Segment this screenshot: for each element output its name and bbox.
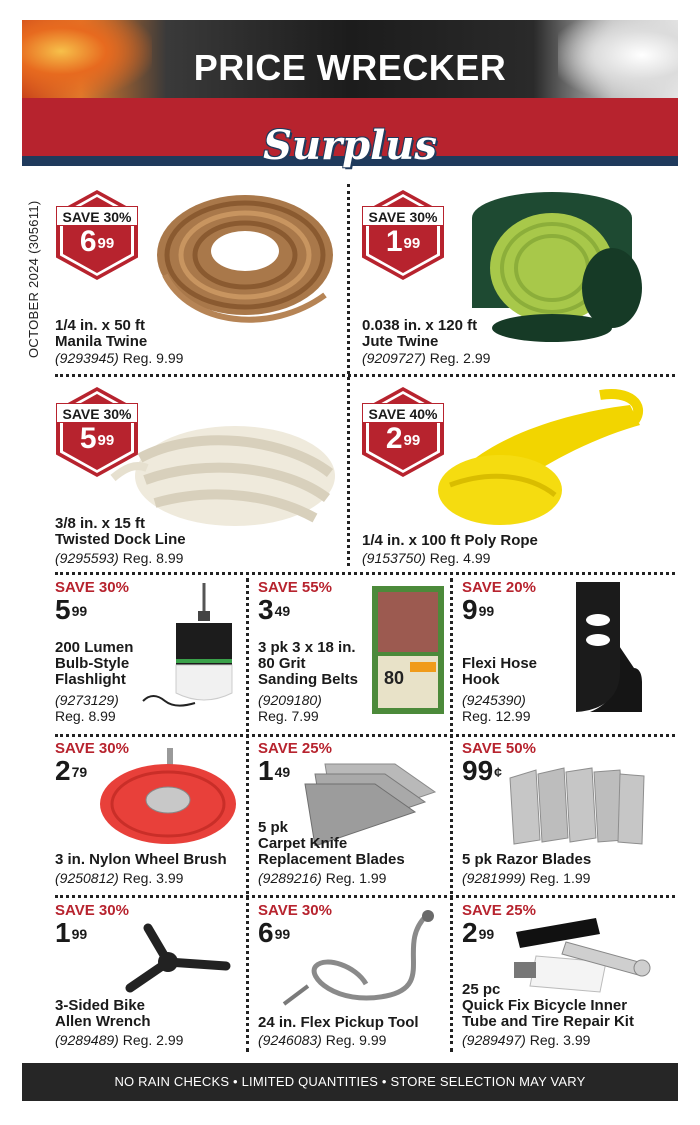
product-name: 25 pc Quick Fix Bicycle Inner Tube and Tire Repair Kit [462, 981, 634, 1030]
sale-price: $5^{99}$ [79, 422, 115, 455]
product-name: 200 Lumen Bulb-Style Flashlight [55, 639, 134, 688]
save-badge: SAVE 30% [56, 206, 138, 226]
save-badge: SAVE 50% [462, 740, 536, 757]
product-meta: (9209180) Reg. 7.99 [258, 692, 322, 724]
sanding-belts-image [372, 586, 444, 714]
side-date-label: OCTOBER 2024 (305611) [26, 200, 41, 358]
divider [450, 578, 453, 1052]
sale-price: $1^{99}$ [55, 917, 88, 948]
banner-title: PRICE WRECKER [193, 47, 507, 88]
save-badge: SAVE 25% [258, 740, 332, 757]
sale-price: 99¢ [462, 755, 502, 786]
save-badge: SAVE 25% [462, 902, 536, 919]
save-badge: SAVE 30% [258, 902, 332, 919]
save-badge: SAVE 30% [55, 740, 129, 757]
flashlight-image [138, 583, 238, 718]
flex-pickup-tool-image [276, 906, 442, 1010]
product-meta: (9289497) Reg. 3.99 [462, 1032, 591, 1048]
product-name: 3-Sided Bike Allen Wrench [55, 997, 151, 1030]
razor-blades-image [500, 764, 650, 848]
poly-rope-image [430, 385, 648, 530]
surplus-title: Surplus [263, 122, 437, 169]
save-badge: SAVE 20% [462, 579, 536, 596]
manila-twine-image [150, 185, 340, 325]
sale-price: $2^{99}$ [385, 422, 421, 455]
save-badge: SAVE 30% [362, 206, 444, 226]
product-meta: (9281999) Reg. 1.99 [462, 870, 591, 886]
sale-price: $6^{99}$ [258, 917, 291, 948]
product-name: 1/4 in. x 100 ft Poly Rope [362, 532, 538, 549]
product-name: Flexi Hose Hook [462, 655, 538, 688]
product-name: 3 pk 3 x 18 in. 80 Grit Sanding Belts [258, 639, 359, 688]
product-name: 0.038 in. x 120 ft Jute Twine [362, 317, 478, 350]
save-badge: SAVE 30% [55, 902, 129, 919]
divider [55, 734, 675, 737]
product-name: 24 in. Flex Pickup Tool [258, 1014, 419, 1031]
product-meta: (9245390) Reg. 12.99 [462, 692, 531, 724]
product-meta: (9250812) Reg. 3.99 [55, 870, 184, 886]
footer-disclaimer: NO RAIN CHECKS • LIMITED QUANTITIES • STORE SELECTION MAY VARY [22, 1063, 678, 1101]
wheel-brush-image [96, 748, 240, 848]
sale-price: $6^{99}$ [79, 225, 115, 258]
product-meta: (9289216) Reg. 1.99 [258, 870, 387, 886]
save-badge: SAVE 30% [56, 403, 138, 423]
sale-price: $2^{99}$ [462, 917, 495, 948]
sale-price: $9^{99}$ [462, 594, 495, 625]
svg-text:80: 80 [384, 668, 405, 688]
product-meta: (9246083) Reg. 9.99 [258, 1032, 387, 1048]
product-meta: (9293945) Reg. 9.99 [55, 350, 184, 366]
allen-wrench-image [118, 922, 238, 1002]
hose-hook-image [552, 582, 647, 720]
sale-price: $5^{99}$ [55, 594, 88, 625]
product-meta: (9295593) Reg. 8.99 [55, 550, 184, 566]
divider [55, 374, 675, 377]
product-meta: (9273129) Reg. 8.99 [55, 692, 119, 724]
save-badge: SAVE 30% [55, 579, 129, 596]
sale-price: $2^{79}$ [55, 755, 88, 786]
save-badge: SAVE 40% [362, 403, 444, 423]
product-name: 1/4 in. x 50 ft Manila Twine [55, 317, 148, 350]
jute-twine-dispenser-image [452, 188, 652, 348]
divider [246, 578, 249, 1052]
product-name: 3 in. Nylon Wheel Brush [55, 851, 227, 868]
divider [55, 895, 675, 898]
sale-price: $1^{49}$ [258, 755, 291, 786]
header-banner [22, 20, 678, 98]
product-name: 5 pk Razor Blades [462, 851, 592, 868]
product-name: 3/8 in. x 15 ft Twisted Dock Line [55, 515, 186, 548]
product-meta: (9209727) Reg. 2.99 [362, 350, 491, 366]
sale-price: $3^{49}$ [258, 594, 291, 625]
product-meta: (9153750) Reg. 4.99 [362, 550, 491, 566]
sale-price: $1^{99}$ [385, 225, 421, 258]
product-name: 5 pk Carpet Knife Replacement Blades [258, 819, 405, 868]
save-badge: SAVE 55% [258, 579, 332, 596]
product-meta: (9289489) Reg. 2.99 [55, 1032, 184, 1048]
divider [55, 572, 675, 575]
